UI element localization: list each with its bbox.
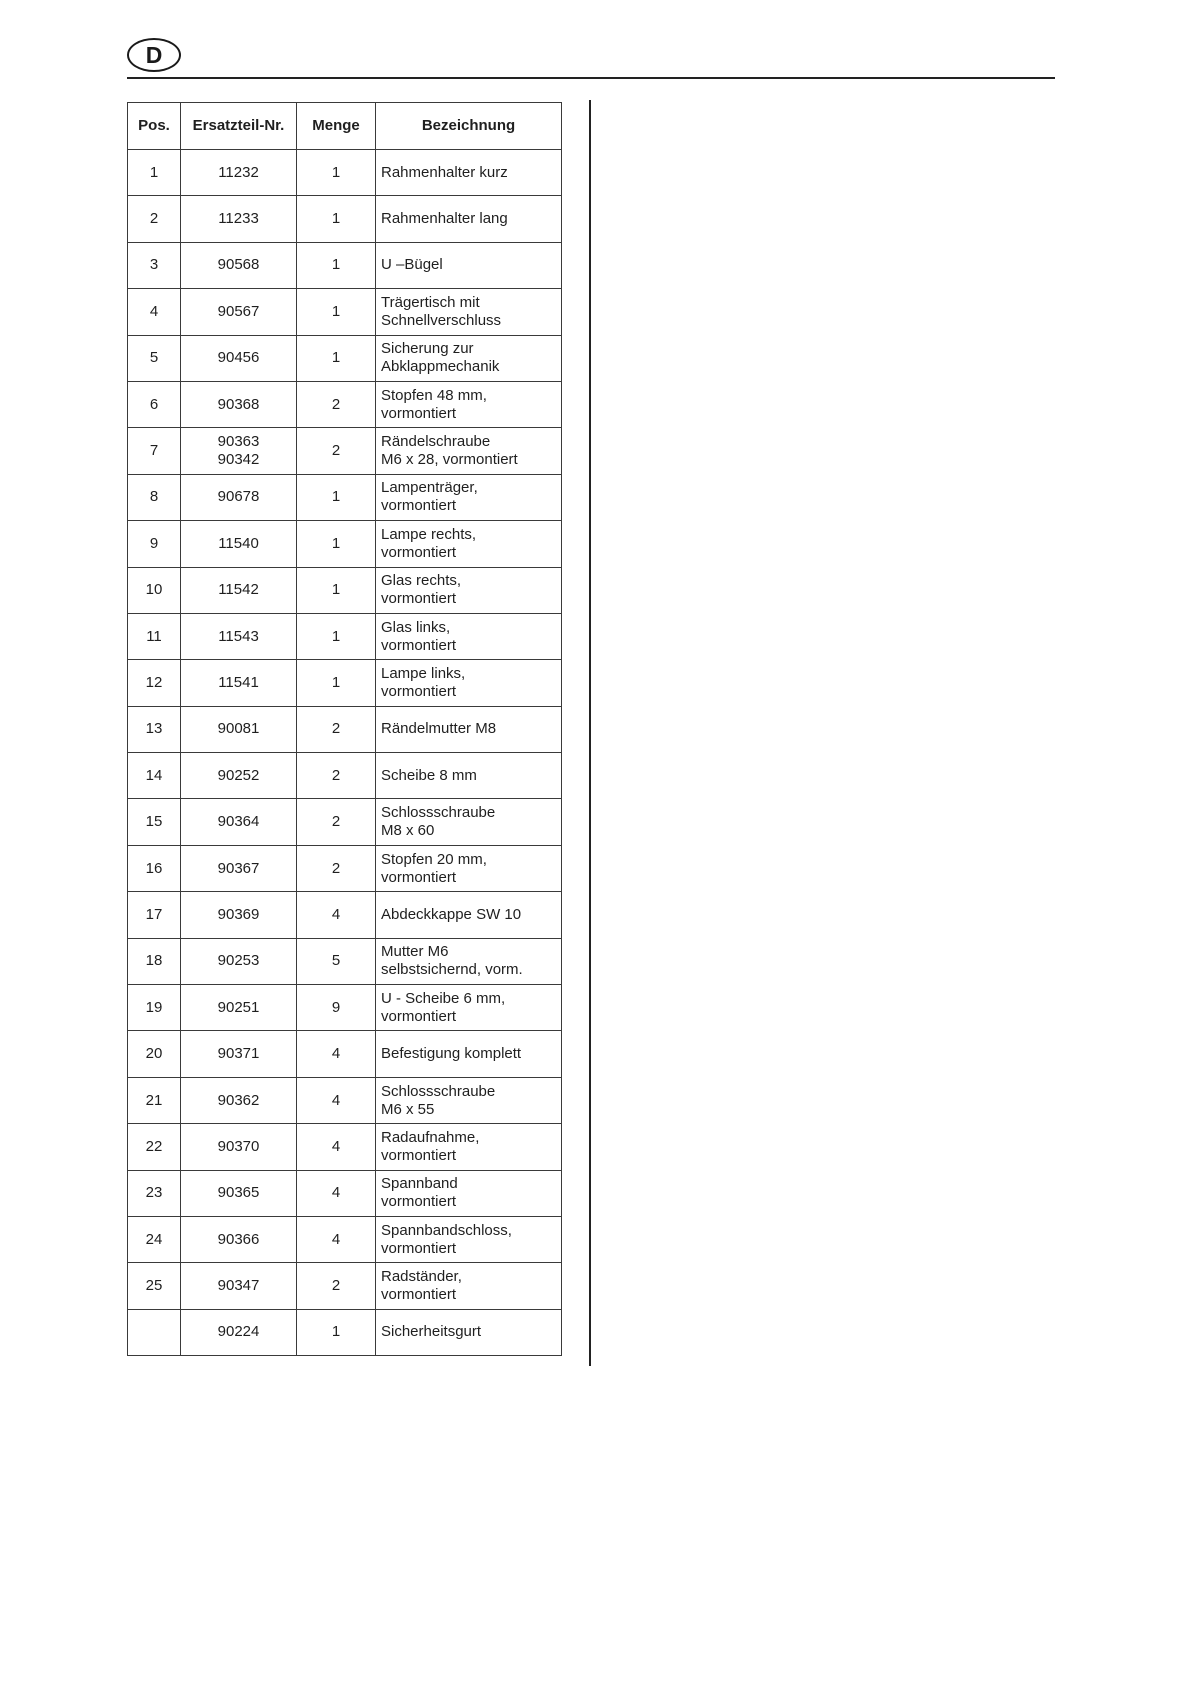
cell-part-number: 90364 [181, 799, 297, 845]
cell-part-number: 11543 [181, 613, 297, 659]
table-row [128, 1124, 562, 1170]
table-row [128, 1031, 562, 1077]
cell-part-number: 90347 [181, 1263, 297, 1309]
cell-quantity: 1 [297, 289, 376, 335]
cell-pos: 11 [128, 613, 181, 659]
cell-pos: 7 [128, 428, 181, 474]
table-row [128, 985, 562, 1031]
cell-part-number: 90365 [181, 1170, 297, 1216]
cell-quantity: 2 [297, 706, 376, 752]
header-rule [127, 77, 1055, 79]
table-row [128, 1170, 562, 1216]
cell-pos: 25 [128, 1263, 181, 1309]
cell-part-number: 90224 [181, 1309, 297, 1355]
table-row [128, 845, 562, 891]
cell-pos: 13 [128, 706, 181, 752]
cell-pos: 19 [128, 985, 181, 1031]
cell-quantity: 5 [297, 938, 376, 984]
header-part-number: Ersatzteil-Nr. [181, 103, 297, 150]
cell-part-number: 90568 [181, 242, 297, 288]
cell-pos: 24 [128, 1216, 181, 1262]
table-row [128, 150, 562, 196]
cell-description: Rändelmutter M8 [376, 706, 562, 752]
cell-quantity: 4 [297, 1124, 376, 1170]
cell-part-number: 90362 [181, 1077, 297, 1123]
cell-description: Rahmenhalter kurz [376, 150, 562, 196]
cell-description: Spannband vormontiert [376, 1170, 562, 1216]
cell-quantity: 1 [297, 1309, 376, 1355]
cell-pos: 8 [128, 474, 181, 520]
cell-pos: 3 [128, 242, 181, 288]
table-row [128, 799, 562, 845]
cell-part-number: 90081 [181, 706, 297, 752]
cell-part-number: 11232 [181, 150, 297, 196]
cell-pos: 4 [128, 289, 181, 335]
table-row [128, 1216, 562, 1262]
cell-description: Rahmenhalter lang [376, 196, 562, 242]
table-row [128, 613, 562, 659]
cell-description: Rändelschraube M6 x 28, vormontiert [376, 428, 562, 474]
header-pos: Pos. [128, 103, 181, 150]
cell-pos: 6 [128, 381, 181, 427]
cell-pos: 10 [128, 567, 181, 613]
cell-pos: 1 [128, 150, 181, 196]
cell-description: Schlossschraube M8 x 60 [376, 799, 562, 845]
table-row [128, 1309, 562, 1355]
cell-pos: 12 [128, 660, 181, 706]
cell-description: Schlossschraube M6 x 55 [376, 1077, 562, 1123]
cell-description: Abdeckkappe SW 10 [376, 892, 562, 938]
cell-pos: 16 [128, 845, 181, 891]
cell-quantity: 1 [297, 613, 376, 659]
table-row [128, 567, 562, 613]
parts-table-body [128, 150, 562, 1356]
table-row [128, 660, 562, 706]
table-row [128, 1077, 562, 1123]
cell-quantity: 9 [297, 985, 376, 1031]
table-row [128, 289, 562, 335]
cell-part-number: 90367 [181, 845, 297, 891]
cell-part-number: 90456 [181, 335, 297, 381]
table-row [128, 892, 562, 938]
cell-pos: 22 [128, 1124, 181, 1170]
cell-description: Radaufnahme, vormontiert [376, 1124, 562, 1170]
cell-description: Glas rechts, vormontiert [376, 567, 562, 613]
cell-pos: 23 [128, 1170, 181, 1216]
cell-description: Sicherung zur Abklappmechanik [376, 335, 562, 381]
table-row [128, 196, 562, 242]
cell-pos: 5 [128, 335, 181, 381]
cell-part-number: 90368 [181, 381, 297, 427]
cell-quantity: 2 [297, 753, 376, 799]
cell-pos: 17 [128, 892, 181, 938]
table-row [128, 242, 562, 288]
cell-quantity: 2 [297, 381, 376, 427]
cell-pos: 15 [128, 799, 181, 845]
cell-description: Stopfen 48 mm, vormontiert [376, 381, 562, 427]
parts-table-header [128, 103, 562, 150]
cell-description: Befestigung komplett [376, 1031, 562, 1077]
table-row [128, 1263, 562, 1309]
cell-quantity: 4 [297, 1170, 376, 1216]
cell-description: Radständer, vormontiert [376, 1263, 562, 1309]
language-badge: D [127, 38, 181, 72]
cell-description: Sicherheitsgurt [376, 1309, 562, 1355]
cell-description: U - Scheibe 6 mm, vormontiert [376, 985, 562, 1031]
cell-part-number: 90253 [181, 938, 297, 984]
table-row [128, 706, 562, 752]
cell-part-number: 90252 [181, 753, 297, 799]
parts-table [127, 102, 562, 1356]
cell-quantity: 4 [297, 892, 376, 938]
cell-part-number: 90251 [181, 985, 297, 1031]
cell-description: Stopfen 20 mm, vormontiert [376, 845, 562, 891]
cell-description: Lampe links, vormontiert [376, 660, 562, 706]
cell-quantity: 4 [297, 1031, 376, 1077]
column-divider [589, 100, 591, 1366]
cell-description: Lampe rechts, vormontiert [376, 521, 562, 567]
cell-quantity: 1 [297, 474, 376, 520]
cell-part-number: 90366 [181, 1216, 297, 1262]
cell-part-number: 90370 [181, 1124, 297, 1170]
header-description: Bezeichnung [376, 103, 562, 150]
cell-description: Glas links, vormontiert [376, 613, 562, 659]
cell-quantity: 1 [297, 335, 376, 381]
cell-description: Lampenträger, vormontiert [376, 474, 562, 520]
cell-description: Spannbandschloss, vormontiert [376, 1216, 562, 1262]
cell-quantity: 4 [297, 1216, 376, 1262]
table-row [128, 381, 562, 427]
header-quantity: Menge [297, 103, 376, 150]
cell-pos: 2 [128, 196, 181, 242]
cell-part-number: 90567 [181, 289, 297, 335]
cell-pos [128, 1309, 181, 1355]
cell-quantity: 1 [297, 150, 376, 196]
cell-part-number: 90363 90342 [181, 428, 297, 474]
cell-quantity: 4 [297, 1077, 376, 1123]
cell-quantity: 2 [297, 799, 376, 845]
cell-part-number: 90678 [181, 474, 297, 520]
table-row [128, 428, 562, 474]
cell-part-number: 90369 [181, 892, 297, 938]
cell-quantity: 2 [297, 428, 376, 474]
cell-part-number: 11542 [181, 567, 297, 613]
table-row [128, 474, 562, 520]
cell-quantity: 1 [297, 242, 376, 288]
cell-quantity: 2 [297, 1263, 376, 1309]
cell-pos: 18 [128, 938, 181, 984]
cell-description: Mutter M6 selbstsichernd, vorm. [376, 938, 562, 984]
table-row [128, 521, 562, 567]
cell-pos: 14 [128, 753, 181, 799]
cell-description: U –Bügel [376, 242, 562, 288]
table-row [128, 938, 562, 984]
cell-part-number: 11540 [181, 521, 297, 567]
cell-part-number: 11233 [181, 196, 297, 242]
cell-description: Scheibe 8 mm [376, 753, 562, 799]
cell-quantity: 1 [297, 196, 376, 242]
cell-quantity: 1 [297, 521, 376, 567]
table-header-row [128, 103, 562, 150]
cell-description: Trägertisch mit Schnellverschluss [376, 289, 562, 335]
cell-pos: 21 [128, 1077, 181, 1123]
table-row [128, 335, 562, 381]
cell-part-number: 11541 [181, 660, 297, 706]
cell-pos: 9 [128, 521, 181, 567]
table-row [128, 753, 562, 799]
cell-pos: 20 [128, 1031, 181, 1077]
cell-quantity: 2 [297, 845, 376, 891]
cell-part-number: 90371 [181, 1031, 297, 1077]
cell-quantity: 1 [297, 660, 376, 706]
cell-quantity: 1 [297, 567, 376, 613]
